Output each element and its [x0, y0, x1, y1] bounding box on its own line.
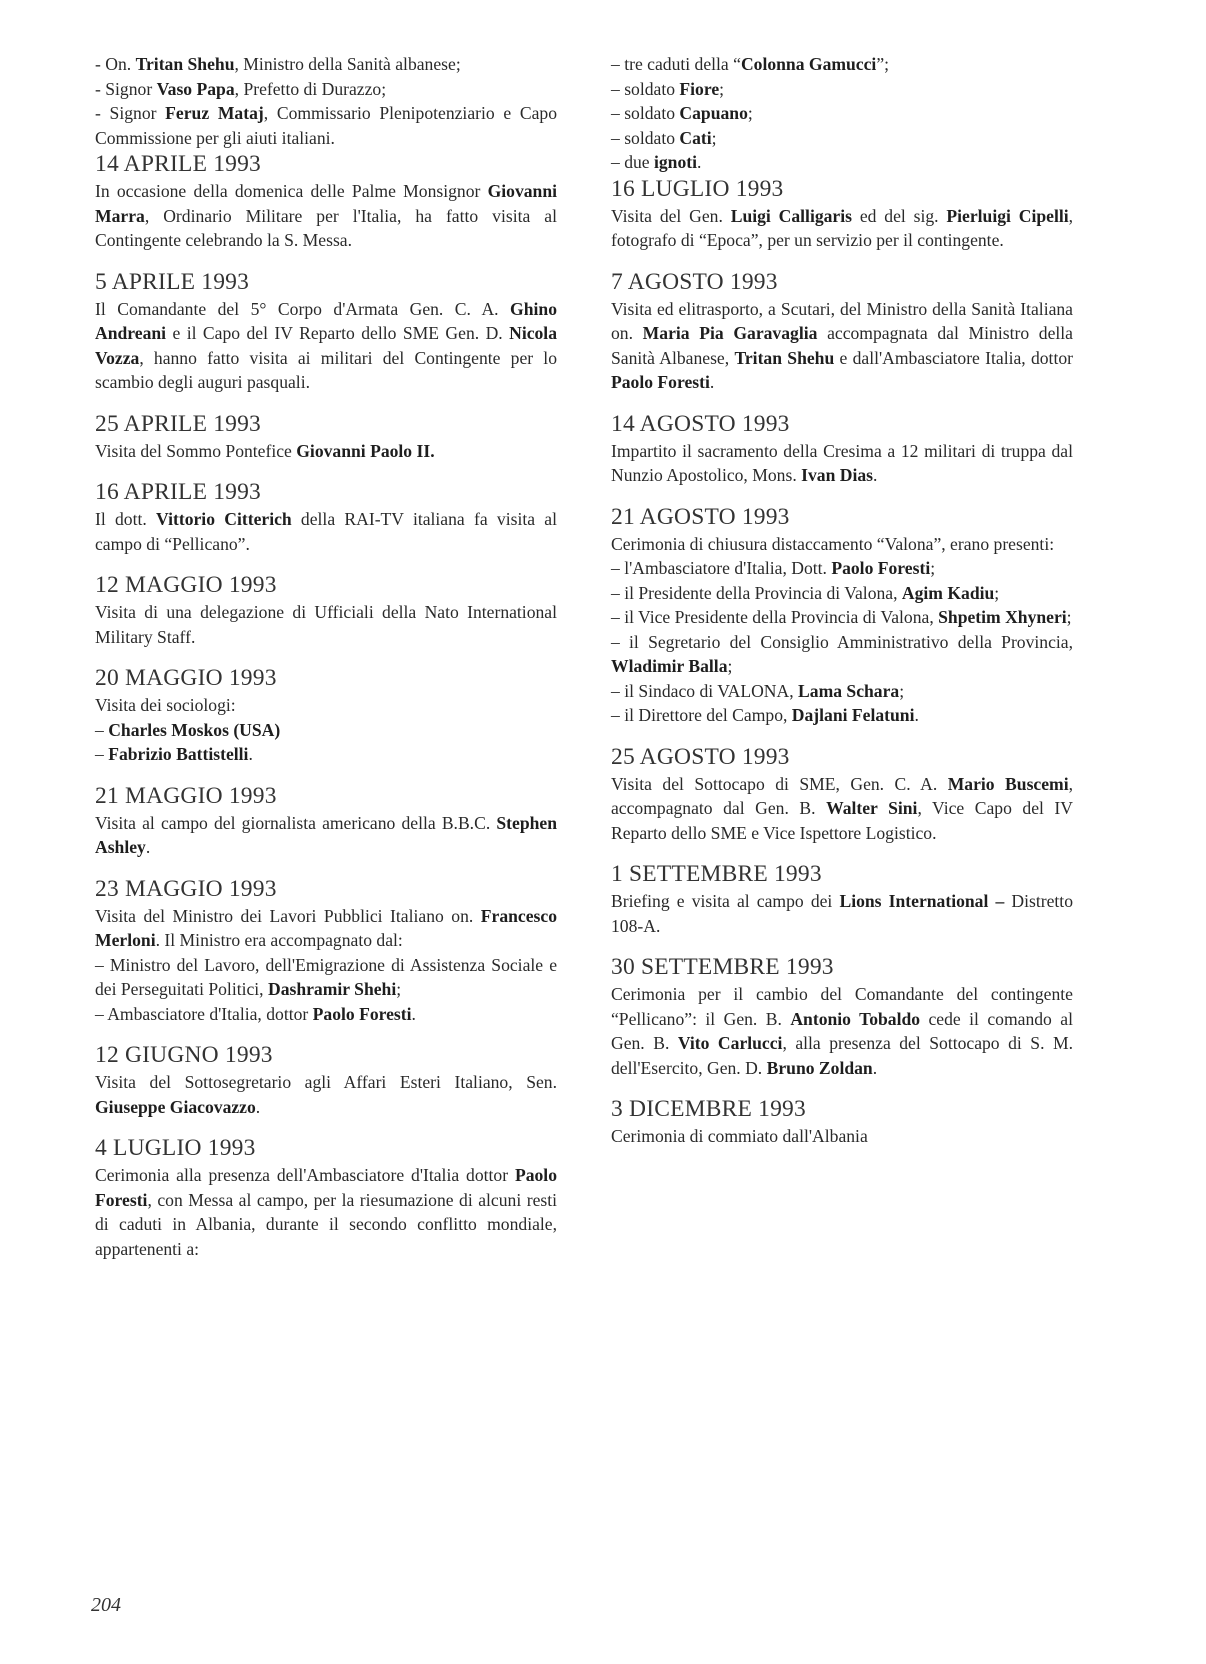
text-run: Cerimonia di chiusura distaccamento “Valona”, erano presenti: [611, 533, 1055, 554]
text-run: Visita al campo del giornalista americano della B.B.C. [95, 812, 497, 833]
entry-date: 4 LUGLIO 1993 [95, 1135, 256, 1161]
entry-date: 16 LUGLIO 1993 [611, 175, 784, 202]
entry-date: 14 AGOSTO 1993 [611, 410, 790, 437]
text-run: Cerimonia alla presenza dell'Ambasciatore d'Italia dottor [95, 1165, 515, 1185]
text-run: , hanno fatto visita ai militari del Contingente per lo scambio degli auguri pasquali. [95, 347, 557, 392]
bold-name: Lama Schara [798, 680, 900, 701]
bold-name: Mario Buscemi [947, 773, 1069, 794]
text-run: – l'Ambasciatore d'Italia, Dott. [611, 558, 832, 578]
chronology-entry [95, 571, 557, 649]
entry-paragraph [95, 179, 557, 253]
chronology-entry [611, 268, 1073, 395]
entry-paragraph [95, 1002, 557, 1027]
chronology-entry [95, 664, 557, 767]
entry-paragraph [611, 605, 1073, 630]
bold-name: Pierluigi Cipelli [946, 205, 1069, 226]
left-intro-list [95, 52, 557, 150]
entry-text [611, 439, 1073, 488]
bold-name: Ghino Andreani [95, 298, 557, 343]
bold-name: Luigi Calligaris [730, 205, 852, 226]
entry-paragraph [95, 953, 557, 1002]
text-run: . [872, 1057, 878, 1078]
page-number: 204 [91, 1594, 121, 1616]
text-run: – due [611, 152, 654, 172]
text-run: ; [727, 656, 733, 676]
text-run: Visita del Sottocapo di SME, Gen. C. A. [611, 773, 948, 794]
bold-name: Bruno Zoldan [766, 1057, 873, 1078]
bold-name: Dajlani Felatuni [791, 705, 915, 725]
text-run: – Ministro del Lavoro, dell'Emigrazione di Assistenza Sociale e dei Perseguitati Politici, [95, 954, 557, 999]
chronology-entry [95, 410, 557, 464]
bold-name: Paolo Foresti [831, 558, 931, 578]
bold-name: Paolo Foresti [611, 372, 710, 392]
bold-name: ignoti [654, 152, 698, 172]
text-run: – il Sindaco di VALONA, [611, 680, 799, 701]
bold-name: Francesco Merloni [95, 905, 557, 950]
entry-text [611, 1124, 1073, 1149]
text-run: ; [1066, 607, 1072, 627]
text-run: Visita del Sottosegretario agli Affari Esteri Italiano, Sen. [95, 1072, 557, 1092]
text-run: – il Direttore del Campo, [611, 705, 792, 725]
text-run: , fotografo di “Epoca”, per un servizio per il contingente. [611, 205, 1074, 250]
entry-text [611, 532, 1073, 728]
bold-name: Feruz Mataj [165, 103, 264, 123]
entry-paragraph [95, 718, 557, 743]
bold-name: Nicola Vozza [95, 323, 557, 368]
text-run: ; [719, 78, 725, 99]
text-run: Visita di una delegazione di Ufficiali della Nato International Military Staff. [95, 602, 557, 647]
entry-text [95, 600, 557, 649]
chronology-entry [95, 875, 557, 1027]
entry-paragraph [611, 1124, 1073, 1149]
text-run: Visita del Sommo Pontefice [95, 440, 297, 461]
chronology-entry [95, 150, 557, 253]
bold-name: Giuseppe Giacovazzo [95, 1096, 256, 1117]
text-run: – soldato [611, 103, 680, 123]
list-item [95, 77, 557, 102]
bold-name: Vittorio Citterich [156, 509, 292, 529]
entry-date: 25 AGOSTO 1993 [611, 743, 790, 770]
left-column [95, 52, 557, 1276]
text-run: Visita del Gen. [611, 205, 731, 226]
bold-name: Walter Sini [826, 798, 918, 818]
entry-text [611, 204, 1073, 253]
chronology-entry [95, 782, 557, 860]
bold-name: Agim Kadiu [901, 582, 995, 603]
text-run: . [411, 1003, 416, 1024]
entry-date: 14 APRILE 1993 [95, 151, 262, 177]
entry-paragraph [95, 1163, 557, 1261]
entry-paragraph [95, 742, 557, 767]
list-item [611, 101, 1073, 126]
entry-paragraph [611, 679, 1073, 704]
entry-paragraph [611, 772, 1073, 846]
bold-name: Ivan Dias [801, 465, 873, 485]
bold-name: Colonna Gamucci [740, 54, 877, 74]
text-run: Impartito il sacramento della Cresima a 12 militari di truppa dal Nunzio Apostolico, Mons. [611, 440, 1073, 485]
text-run: – soldato [611, 127, 680, 148]
text-run: e il Capo del IV Reparto dello SME Gen. D. [166, 323, 510, 343]
right-column [611, 52, 1073, 1164]
text-run: , alla presenza del Sottocapo di S. M. dell'Esercito, Gen. D. [611, 1033, 1074, 1078]
text-run: – [95, 719, 109, 740]
text-run: , Vice Capo del IV Reparto dello SME e Vice Ispettore Logistico. [611, 798, 1073, 843]
entry-paragraph [611, 297, 1073, 395]
text-run: - On. [95, 54, 136, 74]
entry-date: 7 AGOSTO 1993 [611, 268, 778, 295]
entry-text [95, 904, 557, 1027]
entry-paragraph [95, 1070, 557, 1119]
bold-name: Giovanni Marra [95, 181, 557, 226]
entry-paragraph [95, 507, 557, 556]
bold-name: Tritan Shehu [734, 347, 835, 368]
text-run: In occasione della domenica delle Palme Monsignor [95, 181, 488, 201]
text-run: Visita del Ministro dei Lavori Pubblici Italiano on. [95, 905, 481, 926]
text-run: Il dott. [95, 509, 157, 529]
text-run: ; [994, 582, 1000, 603]
bold-name: Giovanni Paolo II. [296, 440, 435, 461]
entry-paragraph [611, 889, 1073, 938]
entry-paragraph [95, 600, 557, 649]
entry-text [95, 297, 557, 395]
text-run: - Signor [95, 103, 166, 123]
list-item [95, 52, 557, 77]
entry-text [611, 297, 1073, 395]
entry-date: 21 AGOSTO 1993 [611, 503, 790, 530]
text-run: – il Segretario del Consiglio Amministrativo della Provincia, [611, 631, 1073, 652]
right-intro-list [611, 52, 1073, 175]
text-run: Briefing e visita al campo dei [611, 891, 840, 911]
right-entries [611, 175, 1073, 1149]
entry-text [95, 1070, 557, 1119]
bold-name: Tritan Shehu [135, 54, 235, 74]
entry-paragraph [611, 581, 1073, 606]
bold-name: Paolo Foresti [312, 1003, 412, 1024]
text-run: . [697, 152, 702, 172]
entry-date: 5 APRILE 1993 [95, 268, 250, 295]
entry-text [611, 889, 1073, 938]
entry-date: 30 SETTEMBRE 1993 [611, 954, 834, 980]
list-item [611, 77, 1073, 102]
entry-paragraph [95, 904, 557, 953]
bold-name: Vito Carlucci [677, 1033, 783, 1053]
entry-date: 1 SETTEMBRE 1993 [611, 861, 822, 887]
text-run: – tre caduti della “ [611, 54, 741, 74]
chronology-entry [611, 503, 1073, 728]
entry-paragraph [611, 556, 1073, 581]
entry-text [95, 507, 557, 556]
entry-paragraph [611, 703, 1073, 728]
text-run: . [709, 372, 715, 392]
text-run: , con Messa al campo, per la riesumazione di alcuni resti di caduti in Albania, durante il secondo conflitto mondiale, appartenenti a: [95, 1189, 557, 1259]
entry-paragraph [95, 297, 557, 395]
entry-paragraph [611, 982, 1073, 1080]
chronology-entry [611, 410, 1073, 488]
text-run: ; [747, 103, 753, 123]
entry-paragraph [95, 811, 557, 860]
text-run: – Ambasciatore d'Italia, dottor [95, 1003, 313, 1024]
text-run: – il Vice Presidente della Provincia di Valona, [611, 607, 939, 627]
text-run: . [914, 705, 919, 725]
text-run: ”; [876, 54, 890, 74]
text-run: . [145, 837, 151, 857]
entry-paragraph [611, 532, 1073, 557]
chronology-entry [95, 1041, 557, 1119]
entry-paragraph [611, 630, 1073, 679]
text-run: Cerimonia di commiato dall'Albania [611, 1126, 868, 1146]
bold-name: Vaso Papa [156, 78, 235, 99]
list-item [611, 52, 1073, 77]
text-run: . [255, 1096, 261, 1117]
bold-name: Dashramir Shehi [267, 979, 397, 999]
bold-name: Charles Moskos (USA) [108, 719, 281, 740]
chronology-entry [611, 743, 1073, 846]
chronology-entry [611, 953, 1073, 1080]
bold-name: Fabrizio Battistelli [108, 744, 249, 764]
bold-name: Maria Pia Garavaglia [642, 323, 818, 343]
bold-name: Wladimir Balla [611, 656, 728, 676]
chronology-entry [95, 478, 557, 556]
text-run: . [873, 465, 878, 485]
text-run: , Ministro della Sanità albanese; [234, 54, 461, 74]
list-item [611, 126, 1073, 151]
entry-date: 23 MAGGIO 1993 [95, 875, 277, 902]
text-run: - Signor [95, 78, 157, 99]
chronology-entry [611, 175, 1073, 253]
text-run: Distretto 108-A. [611, 891, 1073, 936]
text-run: , Ordinario Militare per l'Italia, ha fatto visita al Contingente celebrando la S. Messa. [95, 205, 557, 250]
text-run: , Commissario Plenipotenziario e Capo Commissione per gli aiuti italiani. [95, 103, 557, 148]
text-run: Cerimonia per il cambio del Comandante del contingente “Pellicano”: il Gen. B. [611, 984, 1073, 1029]
bold-name: Shpetim Xhyneri [938, 607, 1067, 627]
entry-text [95, 811, 557, 860]
text-run: ; [930, 558, 936, 578]
left-entries [95, 150, 557, 1261]
entry-text [95, 693, 557, 767]
text-run: Visita dei sociologi: [95, 695, 236, 715]
text-run: ; [711, 127, 717, 148]
entry-paragraph [611, 439, 1073, 488]
chronology-entry [611, 860, 1073, 938]
bold-name: Lions International – [839, 891, 1005, 911]
entry-text [95, 179, 557, 253]
entry-date: 16 APRILE 1993 [95, 479, 262, 505]
entry-text [95, 439, 557, 464]
text-run: – il Presidente della Provincia di Valona, [611, 582, 902, 603]
bold-name: Paolo Foresti [95, 1165, 557, 1210]
text-run: ; [899, 680, 905, 701]
list-item [611, 150, 1073, 175]
bold-name: Antonio Tobaldo [790, 1008, 921, 1029]
text-run: – [95, 744, 109, 764]
text-run: . Il Ministro era accompagnato dal: [155, 930, 403, 950]
entry-date: 20 MAGGIO 1993 [95, 665, 277, 691]
chronology-entry [95, 268, 557, 395]
entry-date: 12 GIUGNO 1993 [95, 1042, 273, 1068]
entry-text [611, 982, 1073, 1080]
entry-text [95, 1163, 557, 1261]
bold-name: Cati [679, 127, 712, 148]
chronology-entry [95, 1134, 557, 1261]
text-run: e dall'Ambasciatore Italia, dottor [834, 347, 1073, 368]
text-run: accompagnata dal Ministro della Sanità Albanese, [611, 323, 1073, 368]
entry-date: 25 APRILE 1993 [95, 410, 262, 437]
bold-name: Fiore [679, 78, 720, 99]
entry-text [611, 772, 1073, 846]
text-run: Il Comandante del 5° Corpo d'Armata Gen. C. A. [95, 298, 511, 319]
text-run: – soldato [611, 78, 680, 99]
entry-paragraph [611, 204, 1073, 253]
entry-paragraph [95, 693, 557, 718]
text-run: ; [396, 979, 402, 999]
bold-name: Stephen Ashley [95, 812, 557, 857]
entry-date: 21 MAGGIO 1993 [95, 782, 277, 809]
bold-name: Capuano [679, 103, 748, 123]
chronology-entry [611, 1095, 1073, 1149]
text-run: , accompagnato dal Gen. B. [611, 773, 1073, 818]
list-item [95, 101, 557, 150]
text-run: cede il comando al Gen. B. [611, 1008, 1073, 1053]
text-run: ed del sig. [851, 205, 947, 226]
text-run: . [248, 744, 253, 764]
entry-paragraph [95, 439, 557, 464]
entry-date: 12 MAGGIO 1993 [95, 572, 277, 598]
entry-date: 3 DICEMBRE 1993 [611, 1096, 806, 1122]
text-run: Visita ed elitrasporto, a Scutari, del Ministro della Sanità Italiana on. [611, 298, 1073, 343]
text-run: della RAI-TV italiana fa visita al campo di “Pellicano”. [95, 509, 557, 554]
text-run: , Prefetto di Durazzo; [234, 78, 387, 99]
